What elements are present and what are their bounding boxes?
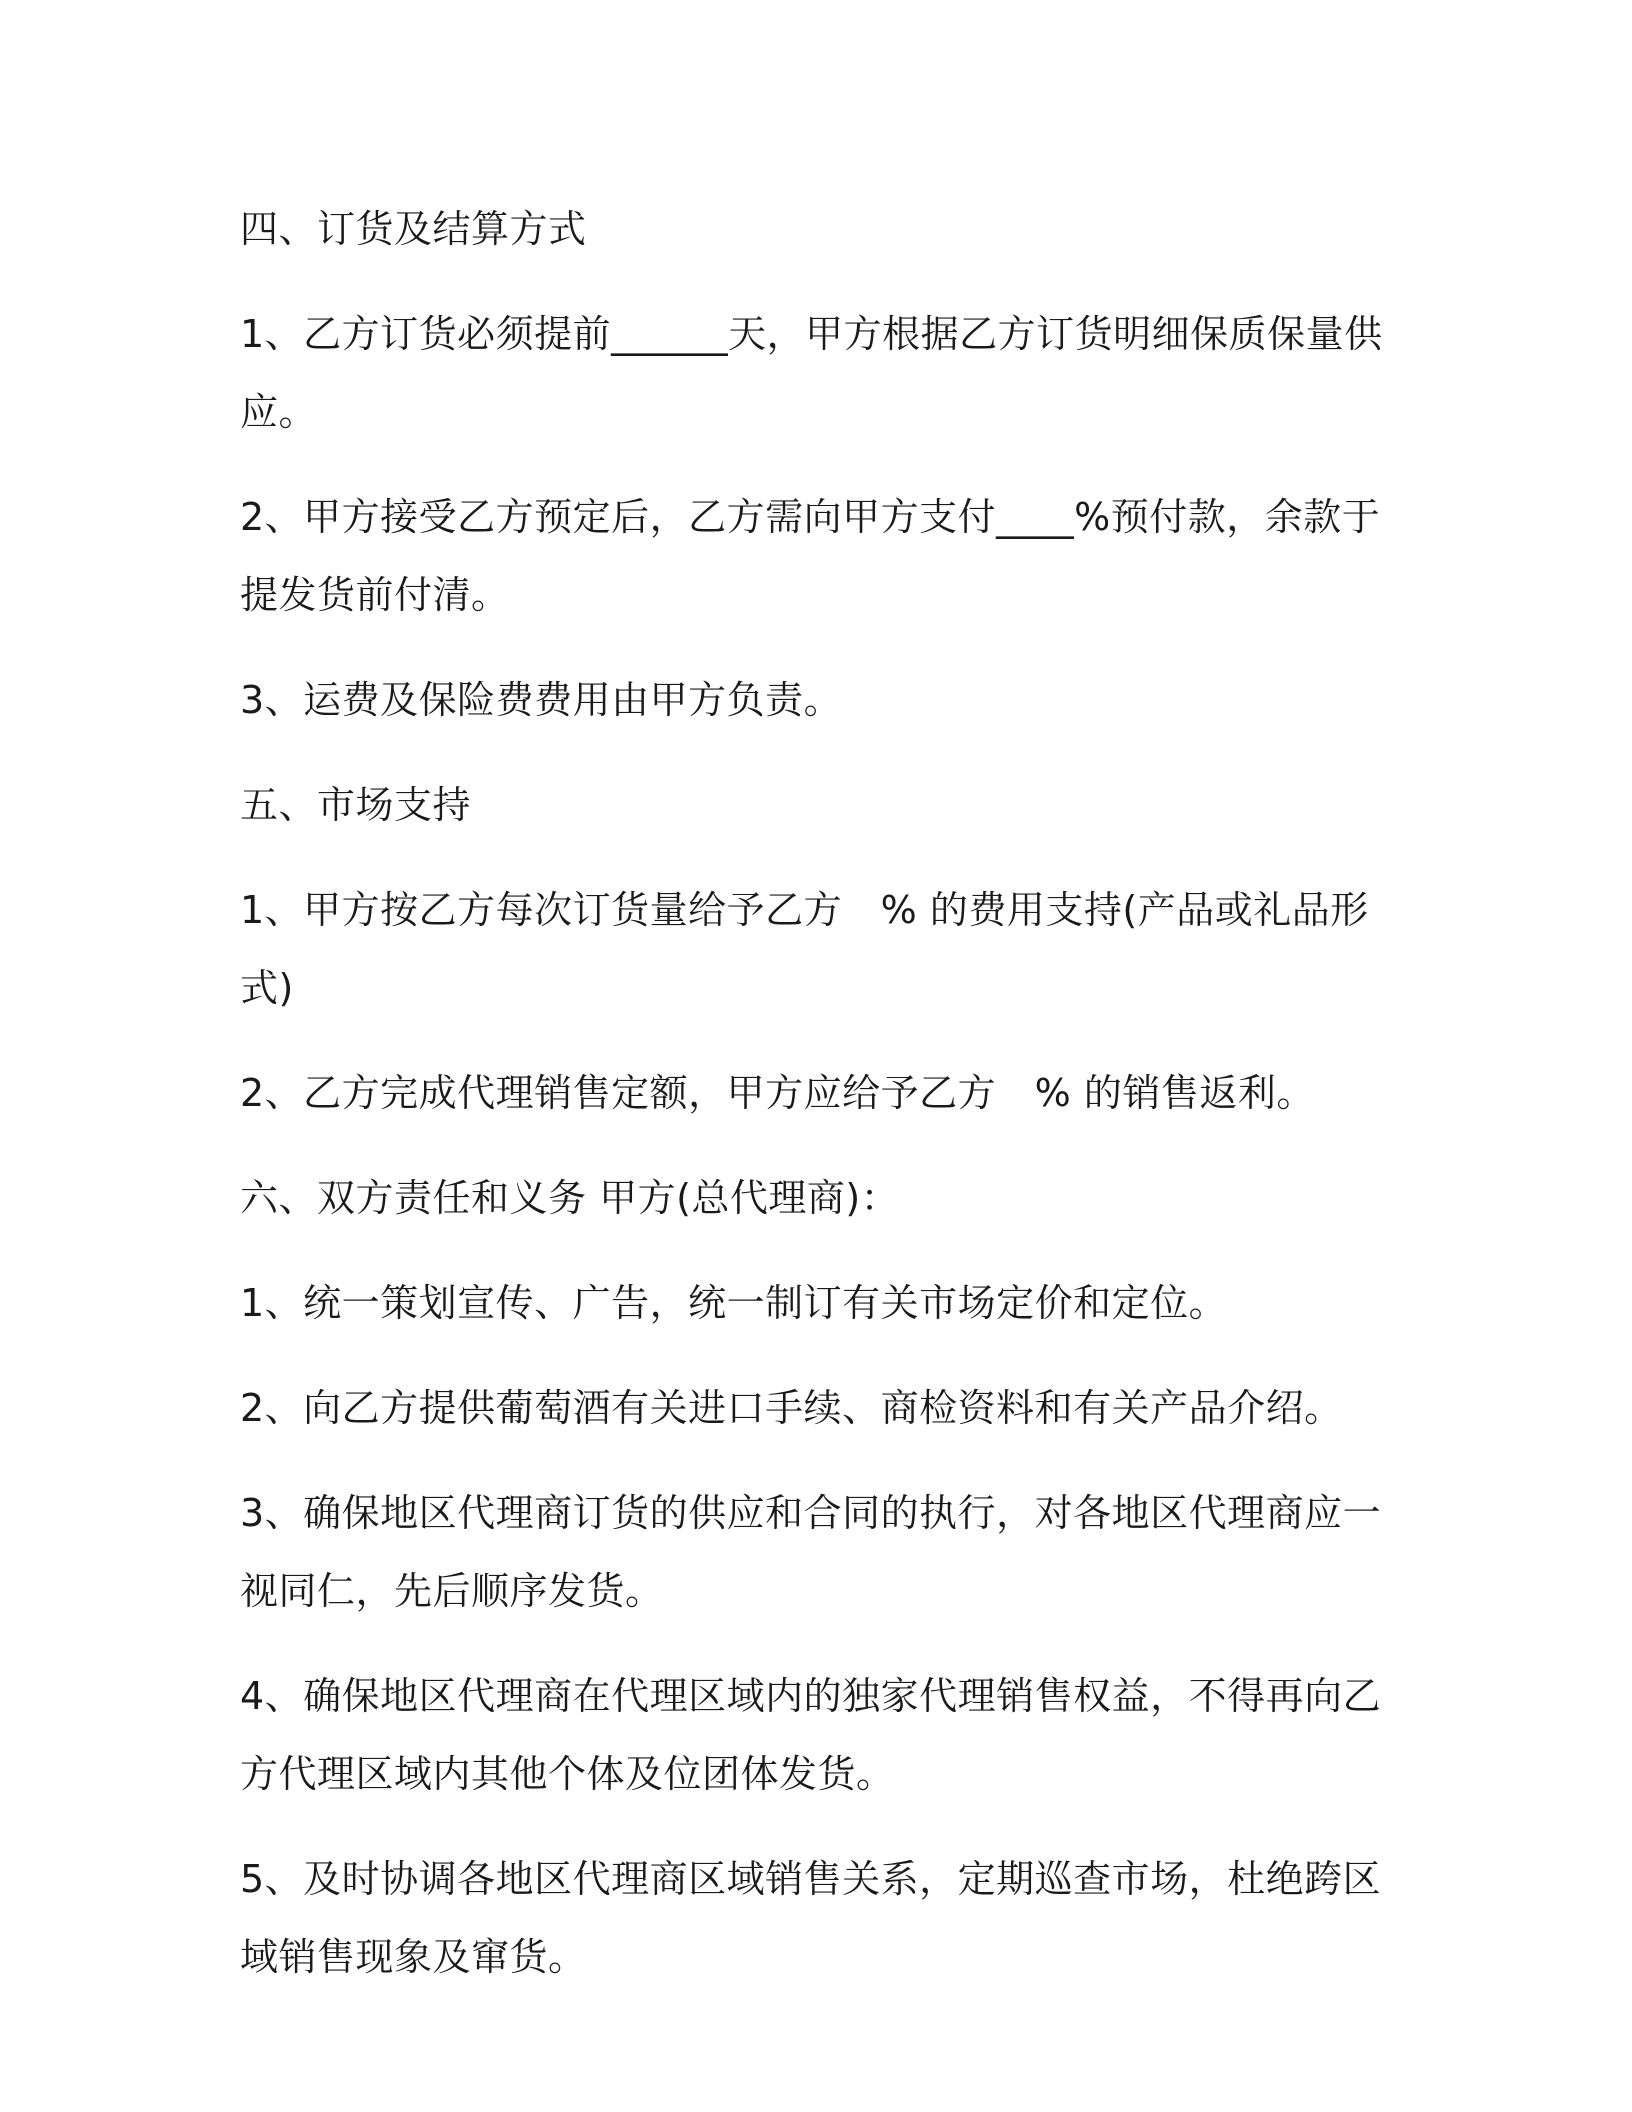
section-heading-ordering: 四、订货及结算方式 [240,207,587,251]
section-heading-market-support: 五、市场支持 [240,783,472,827]
clause-supply-fairness: 3、确保地区代理商订货的供应和合同的执行，对各地区代理商应一视同仁，先后顺序发货。 [240,1491,1382,1613]
clause-regional-coordination: 5、及时协调各地区代理商区域销售关系，定期巡查市场，杜绝跨区域销售现象及窜货。 [240,1857,1382,1979]
clause-prepayment: 2、甲方接受乙方预定后，乙方需向甲方支付____%预付款，余款于提发货前付清。 [240,495,1381,617]
clause-order-lead-time: 1、乙方订货必须提前______天，甲方根据乙方订货明细保质保量供应。 [240,312,1383,434]
clause-exclusive-rights: 4、确保地区代理商在代理区域内的独家代理销售权益，不得再向乙方代理区域内其他个体及位团体发货。 [240,1674,1382,1796]
section-heading-responsibilities: 六、双方责任和义务 甲方(总代理商)： [240,1176,900,1220]
document-body [240,190,1400,2023]
clause-import-documents: 2、向乙方提供葡萄酒有关进口手续、商检资料和有关产品介绍。 [240,1386,1343,1430]
clause-sales-rebate: 2、乙方完成代理销售定额，甲方应给予乙方 % 的销售返利。 [240,1071,1315,1115]
clause-freight-insurance: 3、运费及保险费费用由甲方负责。 [240,678,843,722]
clause-unified-promotion: 1、统一策划宣传、广告，统一制订有关市场定价和定位。 [240,1281,1228,1325]
clause-expense-support: 1、甲方按乙方每次订货量给予乙方 % 的费用支持(产品或礼品形式) [240,888,1369,1010]
